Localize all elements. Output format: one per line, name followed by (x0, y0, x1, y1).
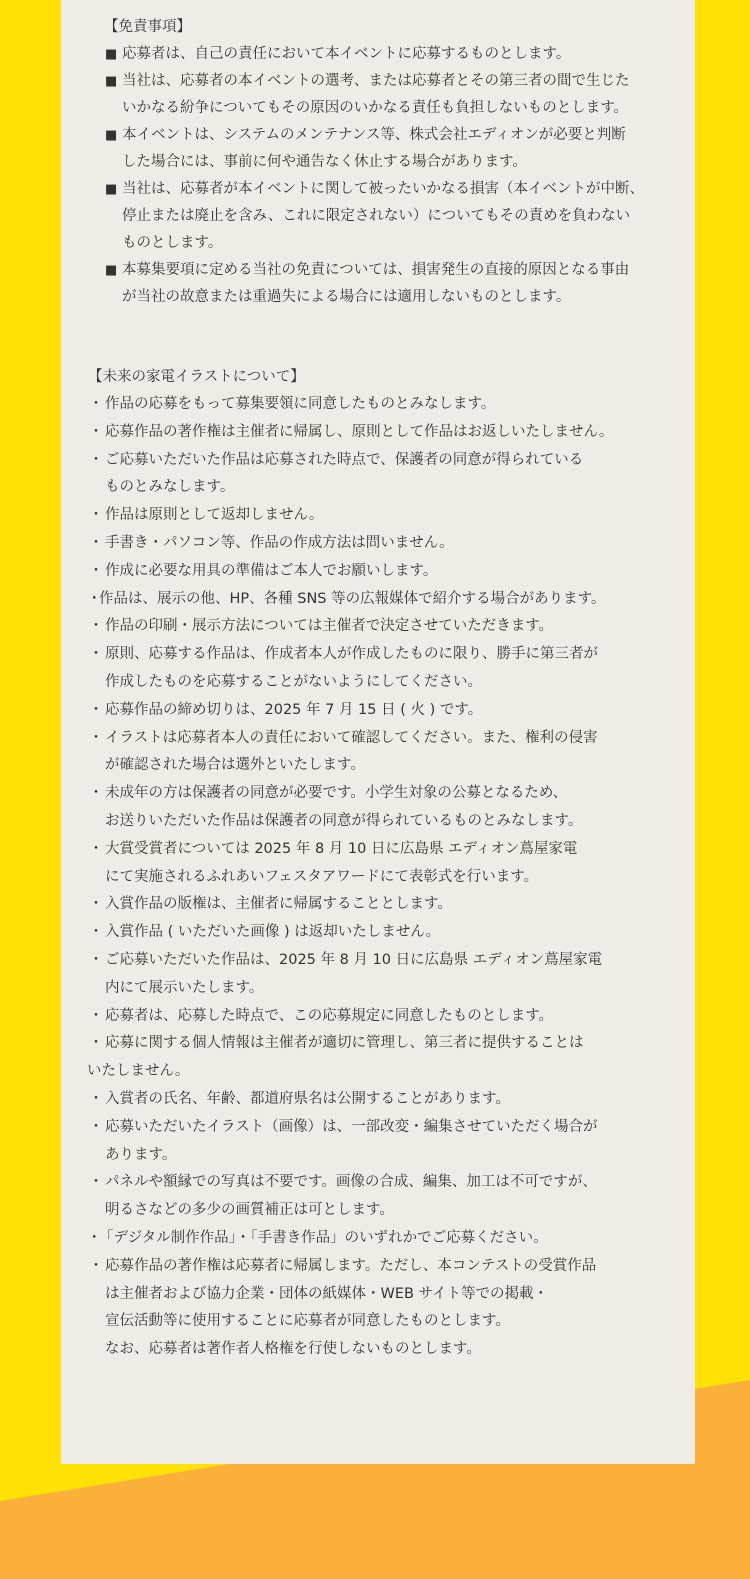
dot-bullet-icon: ・ (87, 1229, 102, 1246)
rule-item (87, 1253, 692, 1364)
rule-text: 応募作品の締め切りは、2025 年 7 月 15 日 ( 火 ) です。 (105, 701, 483, 718)
rule-text: パネルや額縁での写真は不要です。画像の合成、編集、加工は不可ですが、 明るさなどの多少の画質補正は可とします。 (105, 1174, 597, 1219)
dot-bullet-icon: ・ (88, 840, 104, 857)
square-bullet-icon: ■ (105, 182, 118, 197)
dot-bullet-icon: ・ (88, 1257, 104, 1274)
rule-item (87, 891, 692, 919)
rule-item (87, 586, 692, 614)
rule-text: 未成年の方は保護者の同意が必要です。小学生対象の公募となるため、 お送りいただいた作品は保護者の同意が得られているものとみなします。 (105, 785, 583, 829)
rule-text: イラストは応募者本人の責任において確認してください。また、権利の侵害 が確認された場合は選外といたします。 (105, 729, 598, 774)
rule-item (87, 1225, 692, 1253)
square-bullet-icon: ■ (105, 74, 118, 89)
rule-text: 作品の応募をもって募集要領に同意したものとみなします。 (105, 396, 496, 412)
dot-bullet-icon: ・ (88, 701, 104, 718)
rule-item (87, 419, 692, 447)
rule-text: 作品の印刷・展示方法については主催者で決定させていただきます。 (105, 618, 554, 635)
dot-bullet-icon: ・ (88, 951, 104, 968)
rules-section (87, 364, 692, 1364)
rule-text: 応募作品の著作権は応募者に帰属します。ただし、本コンテストの受賞作品 は主催者および協力企業・団体の紙媒体・WEB サイト等での掲載・ 宣伝活動等に使用することに応募者が同意したものとします。 なお、応募者は著作者人格権を行使しないものとします。 (105, 1257, 597, 1358)
rule-item (87, 1003, 692, 1031)
dot-bullet-icon: ・ (88, 1174, 104, 1191)
rule-item (87, 391, 692, 419)
rule-text: 「デジタル制作作品」・「手書き作品」のいずれかでご応募ください。 (99, 1229, 548, 1246)
disclaimer-item (104, 257, 684, 311)
dot-bullet-icon: ・ (88, 785, 104, 802)
dot-bullet-icon: ・ (88, 1035, 104, 1052)
rule-item (87, 725, 692, 781)
square-bullet-icon: ■ (105, 128, 118, 143)
disclaimer-text: 本イベントは、システムのメンテナンス等、株式会社エディオンが必要と判断 した場合には、事前に何や通告なく休止する場合があります。 (122, 127, 626, 170)
rule-text: ご応募いただいた作品は、2025 年 8 月 10 日に広島県 エディオン蔦屋家電 内にて展示いたします。 (105, 951, 603, 996)
rule-text: 原則、応募する作品は、作成者本人が作成したものに限り、勝手に第三者が 作成したものを応募することがないようにしてください。 (105, 646, 598, 690)
rule-item (87, 641, 692, 697)
dot-bullet-icon: ・ (88, 451, 104, 468)
disclaimer-item (104, 68, 684, 122)
disclaimer-heading: 【免責事項】 (104, 19, 191, 35)
square-bullet-icon: ■ (105, 47, 118, 62)
rules-heading: 【未来の家電イラストについて】 (88, 369, 305, 385)
disclaimer-text: 当社は、応募者が本イベントに関して被ったいかなる損害（本イベントが中断、 停止または廃止を含み、これに限定されない）についてもその責めを負わない ものとします。 (122, 181, 644, 251)
rule-item (87, 1086, 692, 1114)
disclaimer-item (104, 41, 684, 68)
disclaimer-item (104, 176, 684, 257)
rule-item (87, 1114, 692, 1170)
disclaimer-text: 応募者は、自己の責任において本イベントに応募するものとします。 (122, 46, 571, 62)
rule-item (87, 1169, 692, 1225)
rule-text: 入賞作品の版権は、主催者に帰属することとします。 (105, 896, 452, 913)
rule-item (87, 780, 692, 836)
disclaimer-section (104, 14, 684, 311)
dot-bullet-icon: ・ (87, 590, 102, 607)
disclaimer-text: 本募集要項に定める当社の免責については、損害発生の直接的原因となる事由 が当社の故意または重過失による場合には適用しないものとします。 (122, 262, 630, 305)
dot-bullet-icon: ・ (88, 534, 104, 551)
rule-item (87, 1030, 692, 1086)
dot-bullet-icon: ・ (88, 896, 104, 913)
disclaimer-text: 当社は、応募者の本イベントの選考、または応募者とその第三者の間で生じた いかなる紛争についてもその原因のいかなる責任も負担しないものとします。 (122, 73, 630, 116)
dot-bullet-icon: ・ (88, 618, 104, 635)
rule-text: 応募に関する個人情報は主催者が適切に管理し、第三者に提供することは いたしません。 (87, 1035, 584, 1080)
rule-item (87, 947, 692, 1003)
rule-text: 入賞作品 ( いただいた画像 ) は返却いたしません。 (105, 924, 441, 941)
rule-text: 手書き・パソコン等、作品の作成方法は問いません。 (105, 534, 454, 551)
dot-bullet-icon: ・ (88, 396, 104, 412)
rule-text: ご応募いただいた作品は応募された時点で、保護者の同意が得られている ものとみなします。 (105, 451, 584, 496)
rule-item (87, 447, 692, 503)
dot-bullet-icon: ・ (88, 729, 104, 746)
rule-item (87, 530, 692, 558)
rule-item (87, 836, 692, 892)
dot-bullet-icon: ・ (88, 646, 104, 663)
rule-text: 作品は、展示の他、HP、各種 SNS 等の広報媒体で紹介する場合があります。 (99, 590, 606, 607)
dot-bullet-icon: ・ (88, 562, 104, 579)
dot-bullet-icon: ・ (88, 507, 104, 524)
dot-bullet-icon: ・ (88, 423, 104, 440)
dot-bullet-icon: ・ (88, 1090, 104, 1107)
rule-item (87, 919, 692, 947)
rule-text: 入賞者の氏名、年齢、都道府県名は公開することがあります。 (105, 1090, 510, 1107)
rule-item (87, 613, 692, 641)
rule-item (87, 697, 692, 725)
rule-text: 作品は原則として返却しません。 (105, 507, 324, 524)
square-bullet-icon: ■ (105, 263, 118, 278)
dot-bullet-icon: ・ (88, 924, 104, 941)
rule-item (87, 558, 692, 586)
rule-text: 応募いただいたイラスト（画像）は、一部改変・編集させていただく場合が あります。 (105, 1118, 598, 1163)
rule-text: 応募作品の著作権は主催者に帰属し、原則として作品はお返しいたしません。 (105, 423, 614, 440)
dot-bullet-icon: ・ (88, 1118, 104, 1135)
rule-text: 応募者は、応募した時点で、この応募規定に同意したものとします。 (105, 1007, 554, 1024)
disclaimer-item (104, 122, 684, 176)
rule-text: 大賞受賞者については 2025 年 8 月 10 日に広島県 エディオン蔦屋家電 にて実施されるふれあいフェスタアワードにて表彰式を行います。 (105, 840, 578, 885)
dot-bullet-icon: ・ (88, 1007, 104, 1024)
rule-item (87, 502, 692, 530)
rule-text: 作成に必要な用具の準備はご本人でお願いします。 (105, 562, 438, 579)
